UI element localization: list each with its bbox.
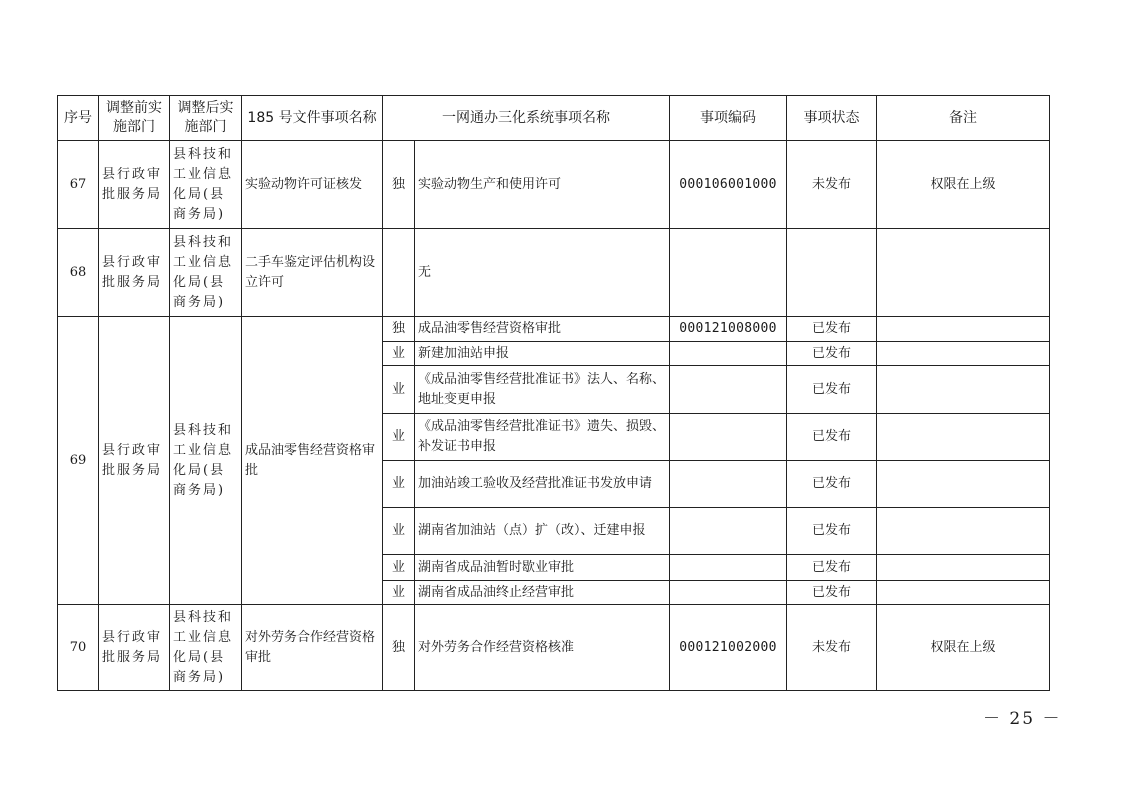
remark-cell [877,229,1050,317]
code-cell [670,414,787,461]
status-cell: 未发布 [787,141,877,229]
tag-cell: 独 [383,317,415,342]
remark-cell [877,555,1050,581]
table-row [58,317,1050,342]
code-cell: 000106001000 [670,141,787,229]
doc185-name-cell: 对外劳务合作经营资格审批 [242,605,383,691]
matters-table [57,95,1050,691]
before-dept-cell: 县行政审批服务局 [99,141,170,229]
tag-cell: 业 [383,555,415,581]
header-system-name: 一网通办三化系统事项名称 [383,96,670,141]
tag-cell: 业 [383,461,415,508]
remark-cell [877,414,1050,461]
after-dept-cell: 县科技和工业信息化局(县商务局) [170,317,242,605]
page-number: － 25 － [983,709,1062,729]
header-seq: 序号 [58,96,99,141]
seq-cell: 69 [58,317,99,605]
status-cell: 已发布 [787,414,877,461]
table-row [58,141,1050,229]
system-name-cell: 对外劳务合作经营资格核准 [415,605,670,691]
doc185-name-cell: 实验动物许可证核发 [242,141,383,229]
header-code: 事项编码 [670,96,787,141]
system-name-cell: 《成品油零售经营批准证书》遗失、损毁、补发证书申报 [415,414,670,461]
tag-cell [383,229,415,317]
remark-cell: 权限在上级 [877,605,1050,691]
status-cell: 已发布 [787,366,877,414]
seq-cell: 68 [58,229,99,317]
remark-cell: 权限在上级 [877,141,1050,229]
status-cell [787,229,877,317]
status-cell: 未发布 [787,605,877,691]
system-name-cell: 湖南省成品油暂时歇业审批 [415,555,670,581]
system-name-cell: 湖南省加油站（点）扩（改）、迁建申报 [415,508,670,555]
status-cell: 已发布 [787,461,877,508]
system-name-cell: 成品油零售经营资格审批 [415,317,670,342]
remark-cell [877,508,1050,555]
code-cell [670,461,787,508]
tag-cell: 业 [383,342,415,366]
doc185-name-cell: 二手车鉴定评估机构设立许可 [242,229,383,317]
system-name-cell: 新建加油站申报 [415,342,670,366]
header-doc185-name: 185 号文件事项名称 [242,96,383,141]
tag-cell: 业 [383,581,415,605]
doc185-name-cell: 成品油零售经营资格审批 [242,317,383,605]
code-cell [670,555,787,581]
table-row [58,605,1050,691]
code-cell [670,581,787,605]
status-cell: 已发布 [787,555,877,581]
remark-cell [877,342,1050,366]
code-cell: 000121008000 [670,317,787,342]
system-name-cell: 无 [415,229,670,317]
tag-cell: 独 [383,141,415,229]
header-row [58,96,1050,141]
status-cell: 已发布 [787,342,877,366]
code-cell [670,366,787,414]
before-dept-cell: 县行政审批服务局 [99,317,170,605]
before-dept-cell: 县行政审批服务局 [99,229,170,317]
code-cell: 000121002000 [670,605,787,691]
status-cell: 已发布 [787,508,877,555]
system-name-cell: 湖南省成品油终止经营审批 [415,581,670,605]
seq-cell: 70 [58,605,99,691]
after-dept-cell: 县科技和工业信息化局(县商务局) [170,141,242,229]
status-cell: 已发布 [787,317,877,342]
code-cell [670,229,787,317]
system-name-cell: 实验动物生产和使用许可 [415,141,670,229]
table-row [58,229,1050,317]
remark-cell [877,581,1050,605]
status-cell: 已发布 [787,581,877,605]
remark-cell [877,317,1050,342]
header-remark: 备注 [877,96,1050,141]
before-dept-cell: 县行政审批服务局 [99,605,170,691]
code-cell [670,508,787,555]
seq-cell: 67 [58,141,99,229]
system-name-cell: 加油站竣工验收及经营批准证书发放申请 [415,461,670,508]
header-status: 事项状态 [787,96,877,141]
tag-cell: 业 [383,508,415,555]
code-cell [670,342,787,366]
system-name-cell: 《成品油零售经营批准证书》法人、名称、地址变更申报 [415,366,670,414]
after-dept-cell: 县科技和工业信息化局(县商务局) [170,229,242,317]
remark-cell [877,366,1050,414]
remark-cell [877,461,1050,508]
tag-cell: 独 [383,605,415,691]
header-after-dept: 调整后实施部门 [170,96,242,141]
header-before-dept: 调整前实施部门 [99,96,170,141]
after-dept-cell: 县科技和工业信息化局(县商务局) [170,605,242,691]
tag-cell: 业 [383,414,415,461]
tag-cell: 业 [383,366,415,414]
